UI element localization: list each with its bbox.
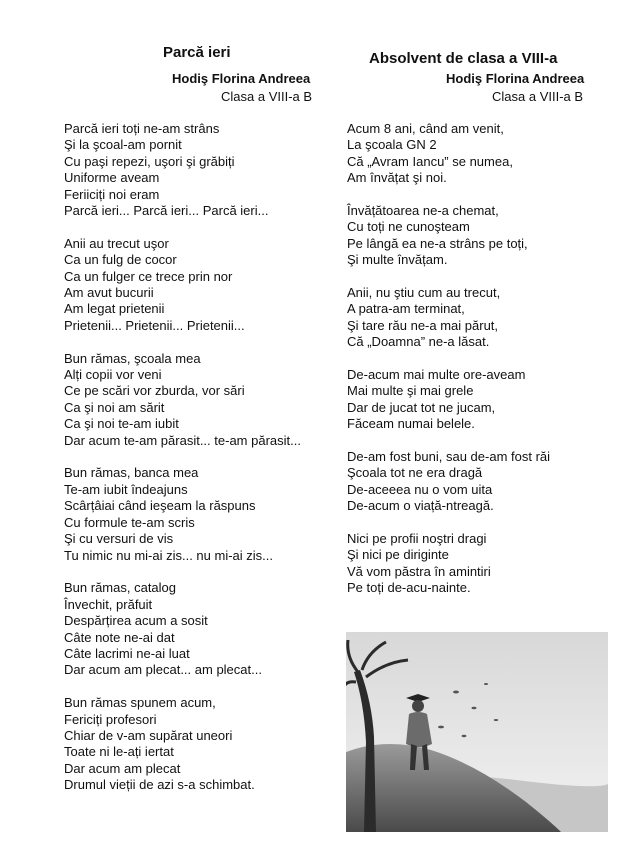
poem-class: Clasa a VIII-a B [221,89,313,104]
stanza [64,580,301,678]
stanza [64,695,301,793]
stanza [347,531,550,597]
verse-line: Câte lacrimi ne-ai luat [64,645,190,661]
verse-line: Despărțirea acum a sosit [64,613,208,629]
verse-line: Învechit, prăfuit [64,596,153,612]
stanza [347,203,550,269]
verse-line: Şi tare rău ne-a mai părut, [347,317,499,333]
verse-line: Nici pe profii noştri dragi [347,531,487,547]
verse-line: Feriiciți noi eram [64,186,160,202]
verse-line: Ca un fulg de cocor [64,252,177,268]
verse-line: Am legat prietenii [64,301,165,317]
stanza [64,236,301,334]
stanza [347,285,550,351]
poem-class: Clasa a VIII-a B [492,89,584,104]
verse-line: Prietenii... Prietenii... Prietenii... [64,317,245,333]
verse-line: De-acum mai multe ore-aveam [347,367,526,383]
verse-line: Chiar de v-am supărat uneori [64,727,233,743]
poem-author: Hodiş Florina Andreea [172,71,311,86]
verse-line: Anii, nu ştiu cum au trecut, [347,285,501,301]
verse-line: La şcoala GN 2 [347,137,437,153]
verse-line: Parcă ieri toți ne-am strâns [64,121,220,136]
verse-line: Şcoala tot ne era dragă [347,465,483,481]
stanza [347,121,550,187]
verse-line: Învățătoarea ne-a chemat, [347,203,499,219]
verse-line: Făceam numai belele. [347,416,475,432]
poem-stanzas [347,121,550,613]
verse-line: Alți copii vor veni [64,367,162,383]
verse-line: Dar acum am plecat [64,760,181,776]
stanza [347,449,550,515]
verse-line: Şi nici pe diriginte [347,547,449,563]
verse-line: Vă vom păstra în amintiri [347,563,491,579]
verse-line: Ca şi noi te-am iubit [64,416,179,432]
verse-line: Parcă ieri... Parcă ieri... Parcă ieri... [64,203,269,219]
verse-line: Am avut bucurii [64,285,154,301]
verse-line: Fericiți profesori [64,711,157,727]
verse-line: Mai multe şi mai grele [347,383,474,399]
stanza [347,367,550,433]
stanza [64,465,301,563]
verse-line: Şi multe învățam. [347,252,448,268]
verse-line: Că „Doamna” ne-a lăsat. [347,334,490,350]
graduate-illustration [346,632,608,832]
poem-stanzas [64,121,301,810]
verse-line: Ca şi noi am sărit [64,399,165,415]
verse-line: Dar acum te-am părasit... te-am părasit... [64,432,301,448]
verse-line: Anii au trecut uşor [64,235,169,251]
stanza [64,351,301,449]
verse-line: Bun rămas, banca mea [64,465,199,481]
verse-line: Şi cu versuri de vis [64,531,174,547]
verse-line: Toate ni le-ați iertat [64,744,174,760]
verse-line: A patra-am terminat, [347,301,465,317]
verse-line: Bun rămas spunem acum, [64,695,216,711]
verse-line: Şi la şcoal-am pornit [64,137,182,153]
verse-line: Acum 8 ani, când am venit, [347,121,504,136]
verse-line: Pe lângă ea ne-a strâns pe toți, [347,235,528,251]
verse-line: Tu nimic nu mi-ai zis... nu mi-ai zis... [64,547,274,563]
verse-line: Că „Avram Iancu” se numea, [347,153,513,169]
poem-title: Parcă ieri [163,44,231,61]
stanza [64,121,301,219]
verse-line: Te-am iubit îndeajuns [64,481,188,497]
verse-line: Dar acum am plecat... am plecat... [64,662,262,678]
verse-line: Ce pe scări vor zburda, vor sări [64,383,245,399]
verse-line: Uniforme aveam [64,170,160,186]
verse-line: Cu paşi repezi, uşori şi grăbiți [64,153,235,169]
verse-line: Bun rămas, şcoala mea [64,350,201,366]
verse-line: De-am fost buni, sau de-am fost răi [347,449,551,465]
verse-line: Bun rămas, catalog [64,580,177,596]
verse-line: Am învățat şi noi. [347,170,447,186]
verse-line: De-aceeea nu o vom uita [347,481,493,497]
verse-line: Câte note ne-ai dat [64,629,175,645]
verse-line: Scârțâiai când ieşeam la răspuns [64,498,256,514]
verse-line: Dar de jucat tot ne jucam, [347,399,496,415]
head [412,700,424,712]
verse-line: Drumul vieții de azi s-a schimbat. [64,777,255,793]
verse-line: De-acum o viață-ntreagă. [347,498,494,514]
poem-author: Hodiş Florina Andreea [446,71,585,86]
verse-line: Cu formule te-am scris [64,514,195,530]
verse-line: Ca un fulger ce trece prin nor [64,268,233,284]
poem-title: Absolvent de clasa a VIII-a [369,50,558,67]
verse-line: Cu toți ne cunoşteam [347,219,470,235]
verse-line: Pe toți de-acu-nainte. [347,580,471,596]
